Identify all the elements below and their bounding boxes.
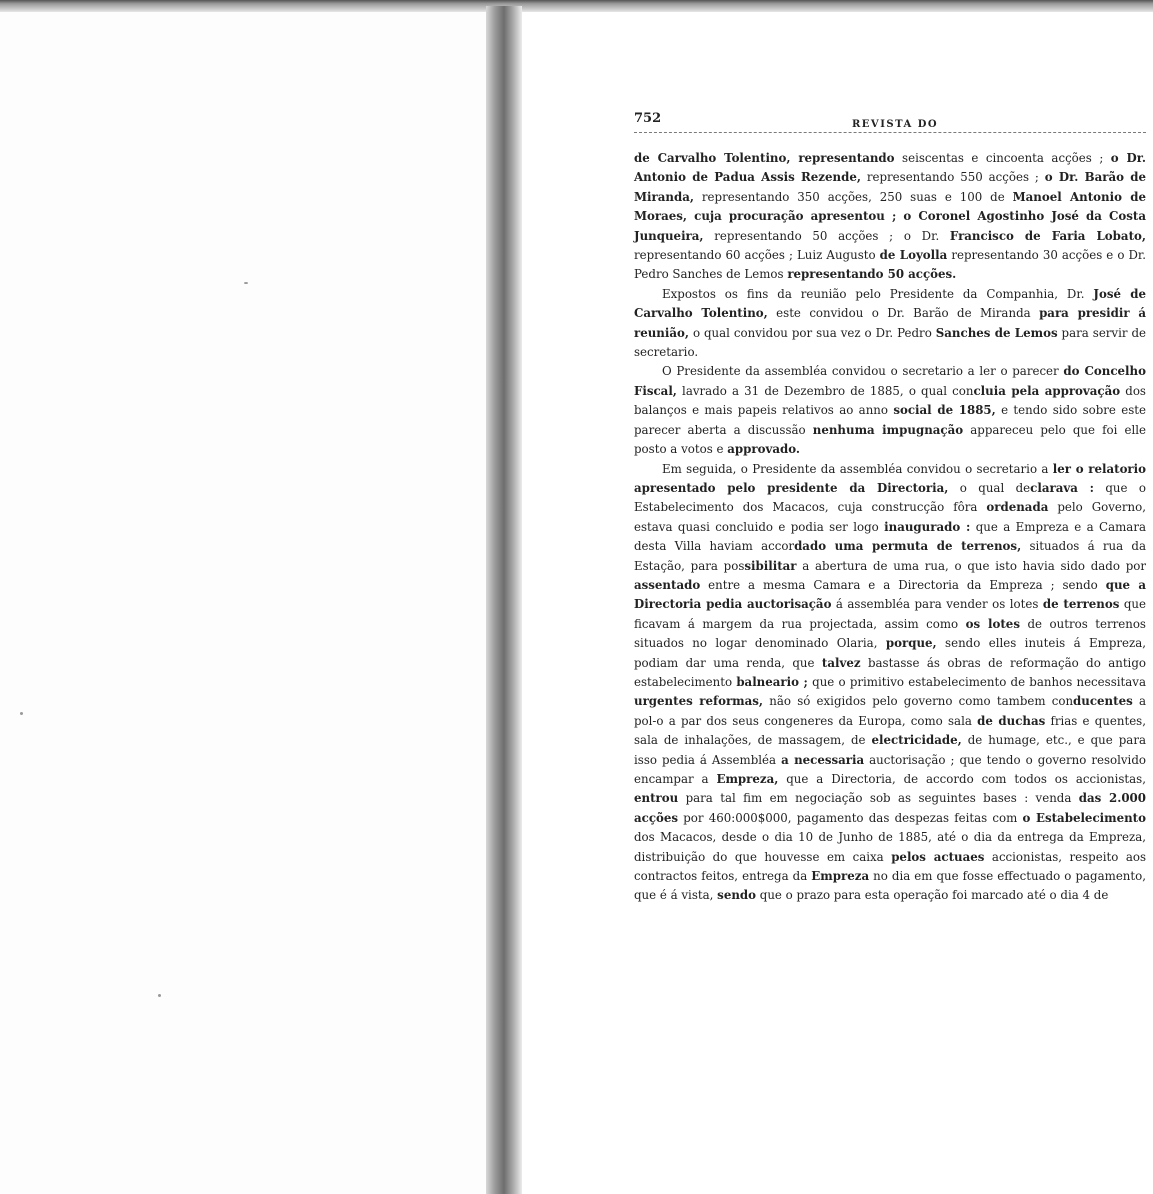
text-run: dos Macacos, desde o dia 10 de Junho de 1885, até <box>634 830 962 845</box>
text-run: que a Directoria, de accordo com todos os accionistas, <box>778 772 1146 786</box>
bold-text-run: do Concelho Fiscal, <box>634 364 1146 398</box>
text-run: Expostos os fins da reunião pelo Presidente da Companhia, Dr. <box>662 286 1094 301</box>
bold-text-run: approvado. <box>727 442 800 457</box>
text-run: representando 60 acções ; Luiz Augusto <box>634 248 880 263</box>
bold-text-run: clarava : <box>1030 480 1094 495</box>
bold-text-run: inaugurado : <box>884 519 971 534</box>
text-run: que ficavam á margem da rua projectada, assim como <box>634 597 1146 631</box>
book-page <box>634 108 1146 906</box>
bold-text-run: entrou <box>634 791 679 806</box>
text-run: que o primitivo estabelecimento de banhos necessitava <box>807 674 1146 689</box>
bold-text-run: pelos actuaes <box>891 849 985 864</box>
bold-text-run: os lotes <box>965 616 1020 631</box>
bold-text-run: cluia pela approvação <box>973 383 1121 398</box>
paragraph <box>634 149 1146 285</box>
text-run: que o Estabelecimento dos Macacos, cuja construcção fôra <box>634 480 1147 515</box>
facing-blank-page <box>0 0 486 1194</box>
book-spine-shadow <box>486 6 522 1194</box>
bold-text-run: que a Directoria pedia auctorisação <box>634 577 1146 612</box>
text-run: o qual de <box>948 480 1031 495</box>
text-run: sendo elles inuteis á Empreza, podiam dar uma renda, que <box>634 636 1147 670</box>
bold-text-run: o Estabelecimento <box>1022 810 1146 825</box>
bold-text-run: das 2.000 acções <box>634 791 1146 825</box>
text-run: Em seguida, o Presidente da assembléa convidou o secretario a <box>662 461 1053 476</box>
text-run: representando 350 acções, 250 suas e 100 de <box>693 189 1013 204</box>
text-run: para servir de secretario. <box>634 325 1146 360</box>
bold-text-run: sendo <box>717 888 757 903</box>
bold-text-run: dado uma permuta de terrenos, <box>794 539 1022 554</box>
bold-text-run: assentado <box>634 577 701 592</box>
bold-text-run: ler o relatorio apresentado pelo presidente da Directoria, <box>634 461 1146 495</box>
text-run: não só exigidos pelo governo como tambem con <box>763 694 1074 709</box>
bold-text-run: nenhuma impugnação <box>812 422 964 437</box>
page-header <box>634 108 1146 133</box>
text-run: entre a mesma Camara e a Directoria da Empreza ; sendo <box>700 577 1106 592</box>
bold-text-run: porque, <box>885 636 937 651</box>
text-run: representando 550 acções ; <box>860 170 1045 185</box>
text-run: o dia da entrega da Empreza, distribuição do que houvesse em caixa <box>634 830 1147 864</box>
bold-text-run: Sanches de Lemos <box>935 325 1058 340</box>
text-run: de humage, etc., e que para isso pedia á Assembléa <box>634 733 1146 767</box>
text-run: appareceu pelo que foi elle posto a votos e <box>634 422 1146 457</box>
bold-text-run: a necessaria <box>781 752 865 767</box>
page-number: 752 <box>634 111 662 126</box>
bold-text-run: ducentes <box>1073 694 1133 709</box>
text-run: seiscentas e cincoenta acções ; <box>894 151 1111 165</box>
text-run: O Presidente da assembléa convidou o secretario a ler o parecer <box>662 364 1064 379</box>
bold-text-run: representando 50 acções. <box>787 267 957 282</box>
bold-text-run: urgentes reformas, <box>634 694 764 709</box>
bold-text-run: o Dr. Barão de Miranda, <box>634 170 1147 204</box>
text-run: este convidou o Dr. Barão de Miranda <box>767 306 1040 321</box>
paragraph <box>634 285 1146 363</box>
bold-text-run: ordenada <box>986 500 1049 515</box>
bold-text-run: de Carvalho Tolentino, representando <box>634 151 895 165</box>
bold-text-run: de Loyolla <box>879 248 948 263</box>
bold-text-run: Francisco de Faria Lobato, <box>949 228 1146 243</box>
bold-text-run: de terrenos <box>1042 597 1120 612</box>
paper-speck <box>158 994 161 997</box>
text-run: a pol-o a par dos seus congeneres da Europa, como sala <box>634 694 1146 728</box>
bold-text-run: Manoel Antonio de Moraes, cuja procuração apresentou ; o Coronel Agostinho José da Costa Junqueira, <box>634 189 1146 243</box>
text-run: situados á rua da Estação, para pos <box>634 539 1146 573</box>
bold-text-run: balneario ; <box>736 674 808 689</box>
bold-text-run: para presidir á reunião, <box>634 306 1146 340</box>
text-run: bastasse ás obras de reformação do antigo estabelecimento <box>634 655 1146 689</box>
text-run: que a Empreza e a Camara desta Villa haviam accor <box>634 519 1146 554</box>
scan-top-edge <box>0 0 1153 12</box>
text-run: para tal fim em negociação sob as seguintes bases : venda <box>678 791 1079 806</box>
text-run: accionistas, respeito aos contractos feitos, entrega da <box>634 849 1147 884</box>
text-run: á assembléa para vender os lotes <box>831 597 1043 612</box>
paper-speck <box>244 282 248 284</box>
text-run: representando 50 acções ; o Dr. <box>703 228 950 243</box>
paragraph <box>634 460 1146 906</box>
bold-text-run: electricidade, <box>871 733 962 748</box>
text-run: representando 30 acções e o Dr. Pedro Sanches de Lemos <box>634 248 1147 282</box>
text-run: frias e quentes, sala de inhalações, de massagem, de <box>634 713 1146 748</box>
paper-speck <box>20 712 23 715</box>
bold-text-run: Empreza, <box>716 772 779 786</box>
text-run: a abertura de uma rua, o que isto havia sido dado por <box>796 558 1146 573</box>
bold-text-run: José de Carvalho Tolentino, <box>634 286 1146 321</box>
text-run: auctorisação ; que tendo o governo resolvido encampar a <box>634 752 1146 786</box>
bold-text-run: o Dr. Antonio de Padua Assis Rezende, <box>634 151 1146 185</box>
bold-text-run: social de 1885, <box>893 403 996 418</box>
text-run: no dia em que fosse effectuado o pagamento, que é á vista, <box>634 869 1146 903</box>
text-run: e tendo sido sobre este parecer aberta a discussão <box>634 403 1147 437</box>
text-run: pelo Governo, estava quasi concluido e podia ser logo <box>634 500 1147 534</box>
bold-text-run: de duchas <box>977 713 1046 728</box>
bold-text-run: Empreza <box>811 869 870 884</box>
text-run: por 460:000$000, pagamento das despezas feitas com <box>678 810 1023 825</box>
text-run: o qual convidou por sua vez o Dr. Pedro <box>688 325 936 340</box>
bold-text-run: sibilitar <box>744 558 797 573</box>
body-text <box>634 149 1146 906</box>
paragraph <box>634 362 1146 459</box>
bold-text-run: talvez <box>821 655 861 670</box>
text-run: lavrado a 31 de Dezembro de 1885, o qual con <box>676 383 974 398</box>
running-title: REVISTA DO <box>852 119 939 130</box>
text-run: que o prazo para esta operação foi marcado até o dia 4 de <box>756 888 1109 903</box>
text-run: de outros terrenos situados no logar denominado Olaria, <box>634 616 1146 651</box>
text-run: dos balanços e mais papeis relativos ao anno <box>634 383 1146 418</box>
